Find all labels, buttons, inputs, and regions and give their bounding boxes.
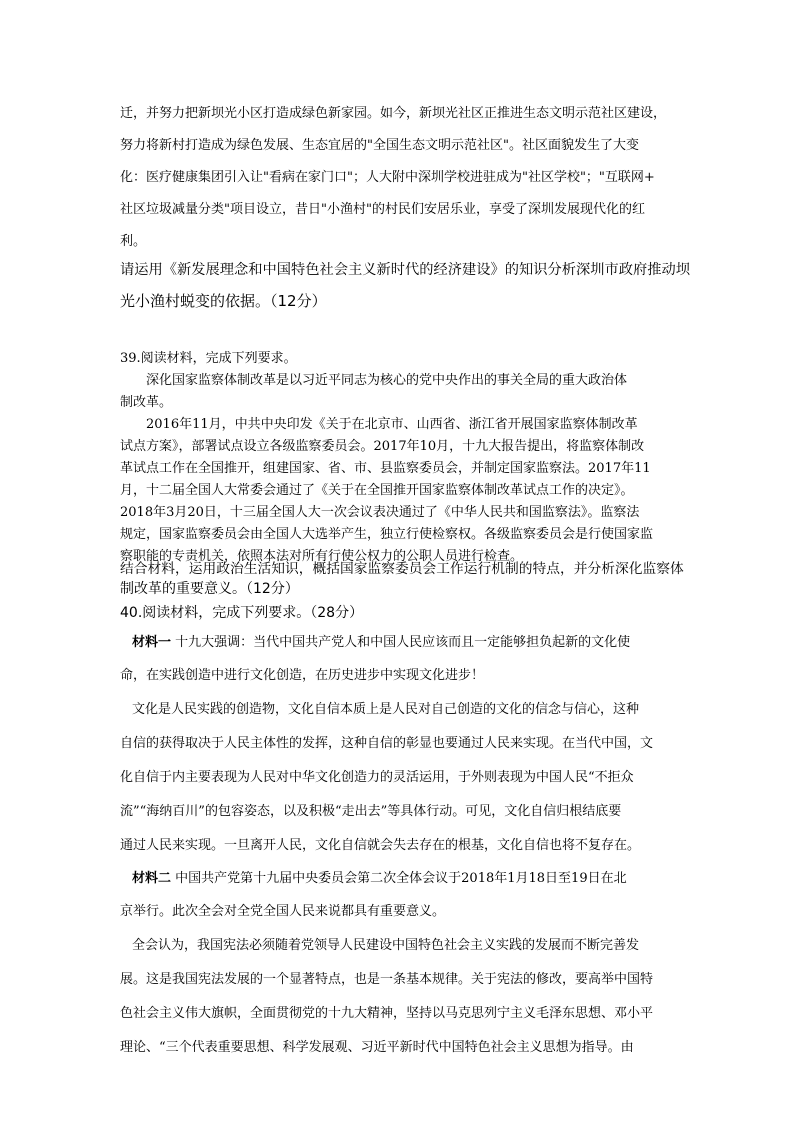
text-line: 请运用《新发展理念和中国特色社会主义新时代的经济建设》的知识分析深圳市政府推动坝: [120, 262, 691, 278]
text-line: 流”“海纳百川”的包容姿态，以及积极“走出去”等具体行动。可见，文化自信归根结底要: [120, 804, 622, 819]
text-line: 社区垃圾减量分类"项目设立，昔日"小渔村"的村民们安居乐业，享受了深圳发展现代化的红: [120, 202, 645, 217]
text-line: 全会认为，我国宪法必须随着党领导人民建设中国特色社会主义实践的发展而不断完善发: [132, 938, 640, 953]
text-line: 化自信于内主要表现为人民对中华文化创造力的灵活运用，于外则表现为中国人民“不拒众: [120, 770, 634, 785]
text-line: 制改革。: [120, 395, 173, 410]
text-line: 努力将新村打造成为绿色发展、生态宜居的"全国生态文明示范社区"。社区面貌发生了大变: [120, 138, 639, 153]
text-line: [132, 867, 627, 886]
text-line: 迁，并努力把新坝光小区打造成绿色新家园。如今，新坝光社区正推进生态文明示范社区建设，: [120, 106, 667, 121]
q40-heading: 40.阅读材料，完成下列要求。（28分）: [120, 605, 364, 621]
material-label: 材料一: [132, 635, 172, 650]
text-line: 文化是人民实践的创造物，文化自信本质上是人民对自己创造的文化的信念与信心，这种: [132, 702, 640, 717]
material-text: 十九大强调：当代中国共产党人和中国人民应该而且一定能够担负起新的文化使: [171, 635, 631, 650]
text-line: 通过人民来实现。一旦离开人民，文化自信就会失去存在的根基，文化自信也将不复存在。: [120, 838, 641, 853]
text-line: 试点方案》，部署试点设立各级监察委员会。2017年10月，十九大报告提出，将监察体制改: [120, 439, 645, 454]
text-line: 月，十二届全国人大常委会通过了《关于在全国推开国家监察体制改革试点工作的决定》。: [120, 483, 634, 498]
text-line: 自信的获得取决于人民主体性的发挥，这种自信的彰显也要通过人民来实现。在当代中国，文: [120, 736, 654, 751]
text-line: 色社会主义伟大旗帜，全面贯彻党的十九大精神，坚持以马克思列宁主义毛泽东思想、邓小平: [120, 1006, 654, 1021]
text-line: 京举行。此次全会对全党全国人民来说都具有重要意义。: [120, 904, 446, 919]
text-line: 展。这是我国宪法发展的一个显著特点，也是一条基本规律。关于宪法的修改，要高举中国特: [120, 972, 654, 987]
text-line: 革试点工作在全国推开，组建国家、省、市、县监察委员会，并制定国家监察法。2017年11: [120, 461, 651, 476]
text-line: [132, 631, 630, 650]
text-line: 命，在实践创造中进行文化创造，在历史进步中实现文化进步！: [120, 668, 485, 683]
text-line: 察职能的专责机关，依照本法对所有行使公权力的公职人员进行检查。: [120, 549, 524, 564]
text-line: 结合材料，运用政治生活知识，概括国家监察委员会工作运行机制的特点，并分析深化监察体: [120, 561, 684, 577]
text-line: 制改革的重要意义。（12分）: [120, 581, 299, 597]
material-text: 中国共产党第十九届中央委员会第二次全体会议于2018年1月18日至19日在北: [171, 871, 627, 886]
material-label: 材料二: [132, 871, 172, 886]
text-line: 2018年3月20日，十三届全国人大一次会议表决通过了《中华人民共和国监察法》。监察法: [120, 505, 640, 520]
text-line: 化：医疗健康集团引入让"看病在家门口"；人大附中深圳学校进驻成为"社区学校"；"互联网+: [120, 170, 655, 185]
text-line: 深化国家监察体制改革是以习近平同志为核心的党中央作出的事关全局的重大政治体: [146, 373, 628, 388]
text-line: 利。: [120, 234, 147, 249]
text-line: 2016年11月，中共中央印发《关于在北京市、山西省、浙江省开展国家监察体制改革: [146, 417, 638, 432]
text-line: 光小渔村蜕变的依据。（12分）: [120, 292, 327, 310]
text-line: 规定，国家监察委员会由全国人大选举产生，独立行使检察权。各级监察委员会是行使国家监: [120, 527, 654, 542]
q39-heading: 39.阅读材料，完成下列要求。: [120, 351, 297, 366]
text-line: 理论、“三个代表重要思想、科学发展观、习近平新时代中国特色社会主义思想为指导。由: [120, 1040, 634, 1055]
